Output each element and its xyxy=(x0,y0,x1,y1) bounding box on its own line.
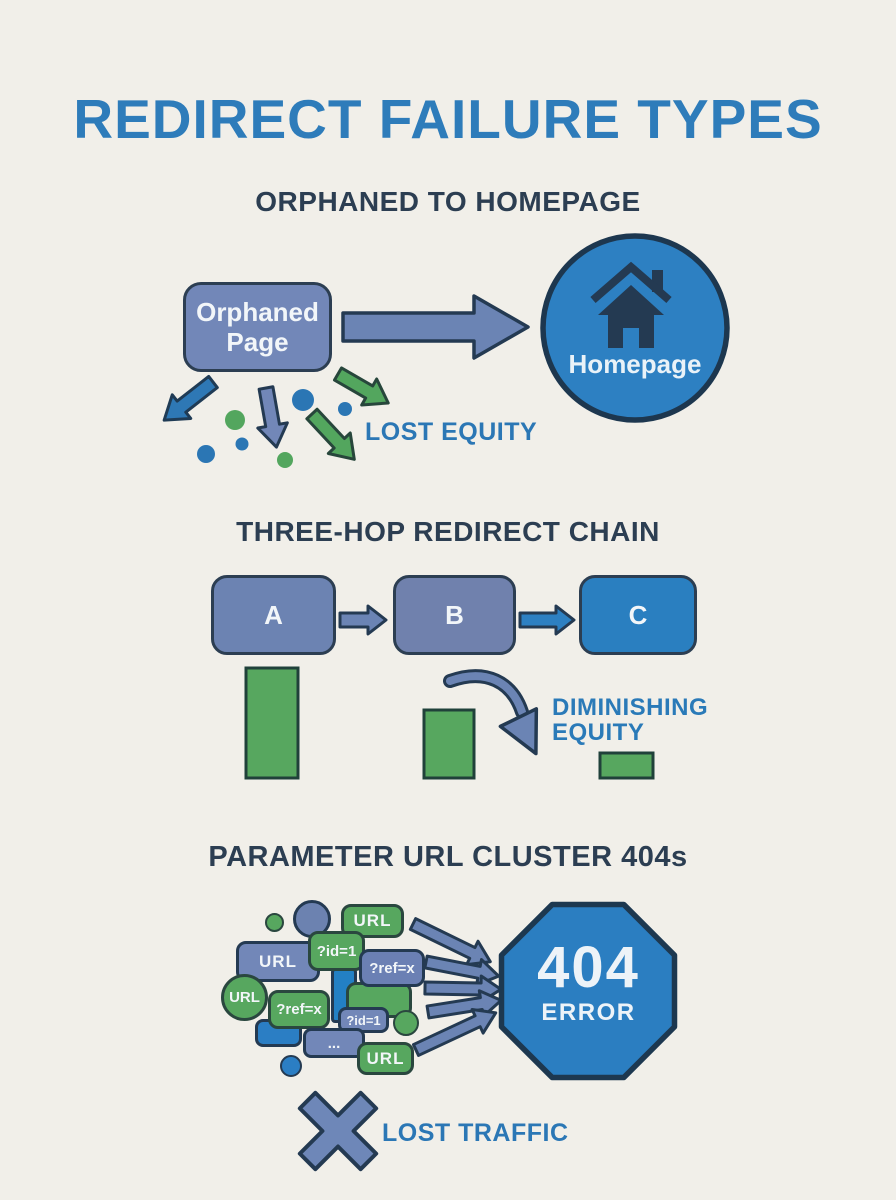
cluster-url-box-top: URL xyxy=(341,904,404,938)
lost-traffic-caption: LOST TRAFFIC xyxy=(382,1119,569,1147)
cluster-url-box-bottom: URL xyxy=(357,1042,414,1075)
cluster-url-circle: URL xyxy=(221,974,268,1021)
error-label: ERROR xyxy=(541,999,636,1026)
x-mark-icon xyxy=(277,1070,399,1192)
error-404-text xyxy=(501,935,676,1028)
cluster-ref-box-right: ?ref=x xyxy=(359,949,425,987)
chain-node-b: B xyxy=(393,575,516,655)
hop-arrow-b-c xyxy=(520,606,574,634)
url-cluster xyxy=(215,896,430,1081)
cluster-green-circle-right xyxy=(393,1010,419,1036)
cluster-url-box-left: URL xyxy=(236,941,320,982)
redirect-arrow xyxy=(343,296,528,358)
page-title: REDIRECT FAILURE TYPES xyxy=(73,87,823,150)
orphaned-page-box: Orphaned Page xyxy=(183,282,332,372)
chain-node-a: A xyxy=(211,575,336,655)
cluster-ellipsis-box: ... xyxy=(303,1028,365,1058)
diminishing-equity-caption xyxy=(552,695,708,745)
cluster-green-dot xyxy=(265,913,284,932)
lost-equity-caption: LOST EQUITY xyxy=(365,418,538,446)
cluster-ref-box-mid: ?ref=x xyxy=(268,990,330,1029)
cluster-blue-dot-bottom xyxy=(280,1055,302,1077)
equity-arrow-down-left-icon xyxy=(155,370,222,432)
cluster-id-box-top: ?id=1 xyxy=(308,931,365,971)
equity-arrow-down-icon xyxy=(251,385,291,449)
section-heading-chain: THREE-HOP REDIRECT CHAIN xyxy=(236,516,660,547)
homepage-label: Homepage xyxy=(568,349,702,379)
diminishing-equity-line1: DIMINISHING xyxy=(552,694,709,721)
hop-arrow-a-b xyxy=(340,606,386,634)
diminishing-equity-line2: EQUITY xyxy=(552,719,645,746)
cluster-id-box-bottom: ?id=1 xyxy=(338,1007,389,1033)
chain-node-c: C xyxy=(579,575,697,655)
equity-arrow-green-lower-icon xyxy=(301,404,365,470)
error-code: 404 xyxy=(537,935,640,1000)
section-heading-cluster: PARAMETER URL CLUSTER 404s xyxy=(208,841,688,873)
section-heading-orphaned: ORPHANED TO HOMEPAGE xyxy=(255,186,641,217)
